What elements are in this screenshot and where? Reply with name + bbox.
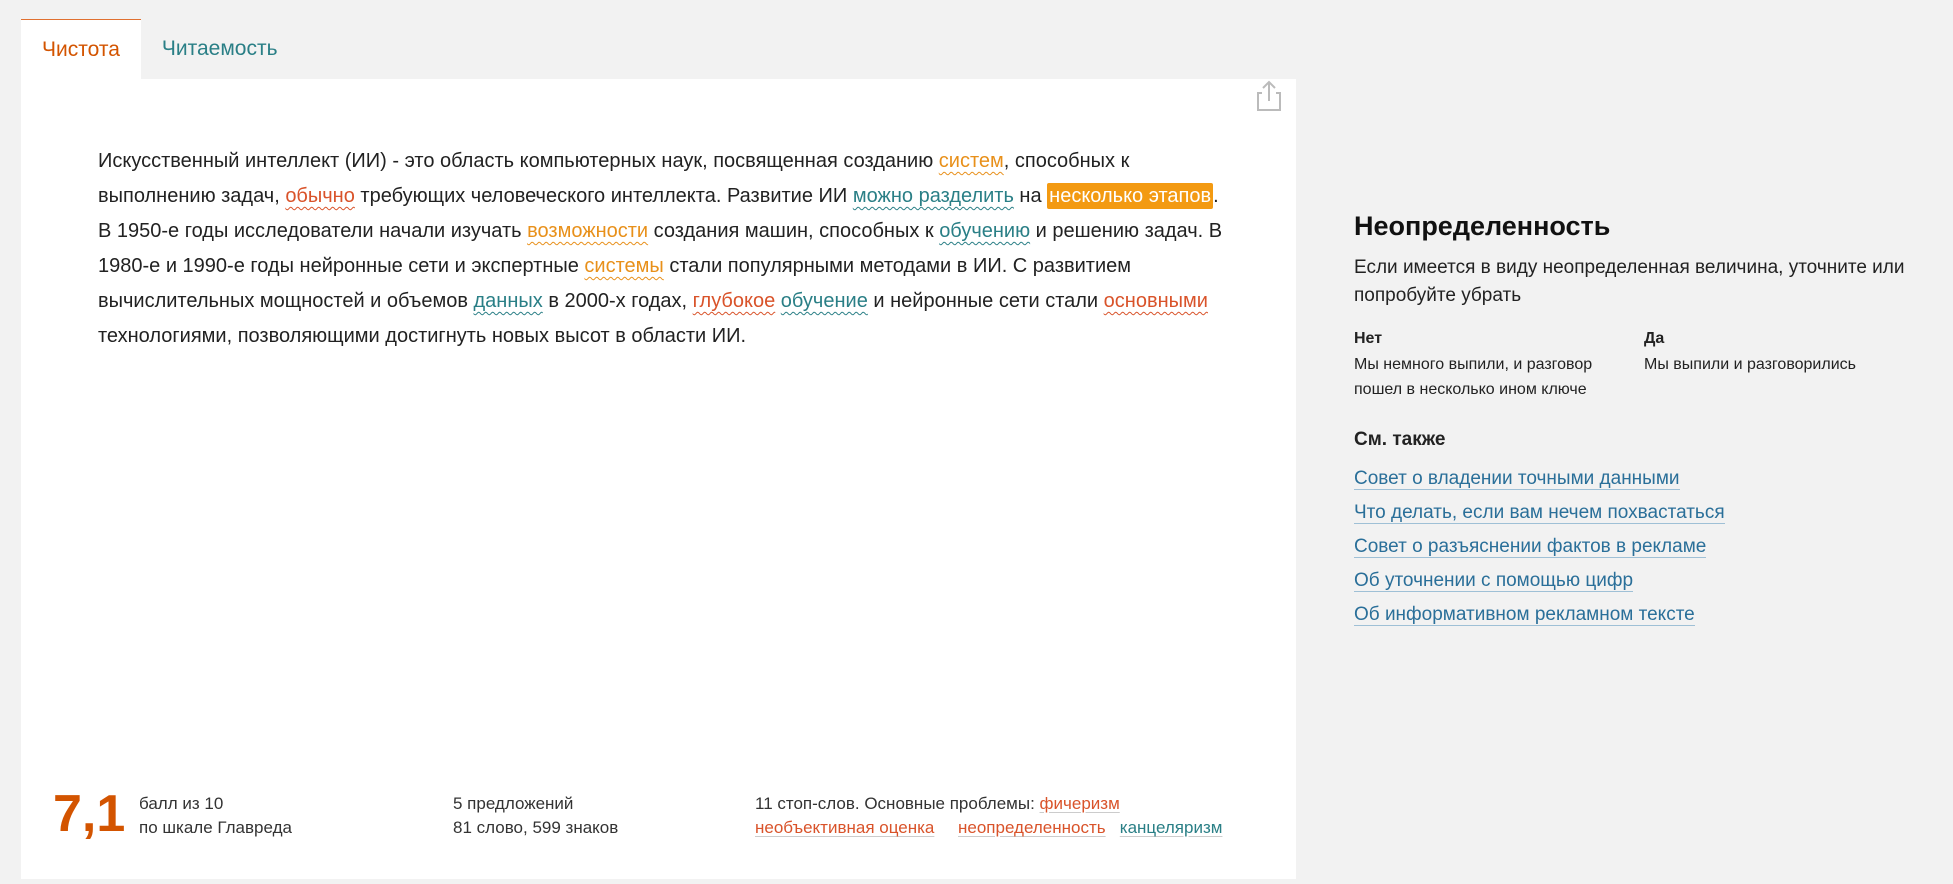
highlighted-word[interactable]: обычно — [285, 185, 355, 207]
text-segment: требующих человеческого интеллекта. Развитие ИИ — [354, 185, 853, 207]
see-also-link[interactable]: Совет о владении точными данными — [1354, 468, 1680, 489]
score-caption-line1: балл из 10 — [139, 794, 224, 813]
text-content[interactable] — [98, 144, 1238, 354]
see-also-link[interactable]: Совет о разъяснении фактов в рекламе — [1354, 536, 1707, 557]
tab-bar — [21, 19, 299, 79]
text-segment: В 1950-е годы исследователи начали изучать — [98, 220, 528, 242]
tab-readability[interactable]: Читаемость — [161, 37, 278, 60]
highlighted-word[interactable]: основными — [1103, 290, 1208, 312]
text-stats — [453, 792, 618, 840]
share-icon[interactable] — [1254, 79, 1284, 113]
text-segment: в 2000-х годах, — [542, 290, 693, 312]
score-caption-line2: по шкале Главреда — [139, 818, 292, 837]
highlighted-word[interactable]: несколько этапов — [1049, 185, 1212, 207]
highlighted-word[interactable]: можно разделить — [852, 185, 1014, 207]
text-segment: , способных к выполнению задач, — [98, 150, 1130, 207]
text-segment: и решению задач. В 1980-е и 1990-е годы нейронные сети и экспертные — [98, 220, 1223, 277]
tag-featurism[interactable]: фичеризм — [1039, 794, 1120, 813]
example-no — [1354, 328, 1644, 402]
highlighted-word-part[interactable]: глубокое — [692, 290, 776, 312]
tag-biased-evaluation[interactable]: необъективная оценка — [755, 818, 935, 837]
text-editor[interactable] — [21, 79, 1296, 879]
text-segment: стали популярными методами в ИИ. С развитием вычислительных мощностей и объемов — [98, 255, 1131, 312]
see-also-links — [1354, 462, 1934, 632]
highlighted-word[interactable] — [693, 290, 868, 312]
highlighted-word[interactable]: систем — [938, 150, 1004, 172]
see-also-link[interactable]: Что делать, если вам нечем похвастаться — [1354, 502, 1725, 523]
tab-cleanliness[interactable]: Чистота — [21, 19, 141, 80]
stop-words-summary — [755, 792, 1275, 840]
text-segment: Искусственный интеллект (ИИ) - это область компьютерных наук, посвященная созданию — [98, 150, 939, 172]
example-yes-text: Мы выпили и разговорились — [1644, 356, 1856, 373]
hint-description: Если имеется в виду неопределенная величина, уточните или попробуйте убрать — [1354, 257, 1905, 306]
see-also-link[interactable]: Об уточнении с помощью цифр — [1354, 570, 1634, 591]
example-no-heading: Нет — [1354, 330, 1383, 347]
examples — [1354, 328, 1934, 402]
tag-uncertainty[interactable]: неопределенность — [958, 818, 1106, 837]
highlighted-word-part[interactable]: обучение — [780, 290, 868, 312]
text-segment: и нейронные сети стали — [867, 290, 1104, 312]
stats-footer — [21, 784, 1296, 854]
stop-words-label: 11 стоп-слов. Основные проблемы: — [755, 794, 1040, 813]
text-segment: . — [1213, 185, 1219, 207]
word-char-count: 81 слово, 599 знаков — [453, 818, 619, 837]
highlighted-word[interactable]: возможности — [527, 220, 649, 242]
text-segment: создания машин, способных к — [648, 220, 940, 242]
see-also-link[interactable]: Об информативном рекламном тексте — [1354, 604, 1695, 625]
score-value: 7,1 — [53, 785, 126, 843]
text-segment: технологиями, позволяющими достигнуть новых высот в области ИИ. — [98, 325, 747, 347]
sentence-count: 5 предложений — [453, 794, 574, 813]
paragraph-2 — [98, 214, 1238, 354]
example-yes — [1644, 328, 1934, 402]
score-caption — [139, 792, 292, 840]
see-also-title: См. также — [1354, 429, 1446, 450]
highlighted-word[interactable]: обучению — [939, 220, 1031, 242]
highlighted-word[interactable]: системы — [584, 255, 664, 277]
text-segment: на — [1013, 185, 1048, 207]
hint-title: Неопределенность — [1354, 211, 1611, 241]
highlighted-word[interactable]: данных — [473, 290, 543, 312]
hint-panel — [1354, 208, 1934, 632]
paragraph-1 — [98, 144, 1238, 214]
example-no-text: Мы немного выпили, и разговор пошел в несколько ином ключе — [1354, 356, 1593, 398]
tag-bureaucratese[interactable]: канцеляризм — [1119, 818, 1223, 837]
example-yes-heading: Да — [1644, 330, 1665, 347]
